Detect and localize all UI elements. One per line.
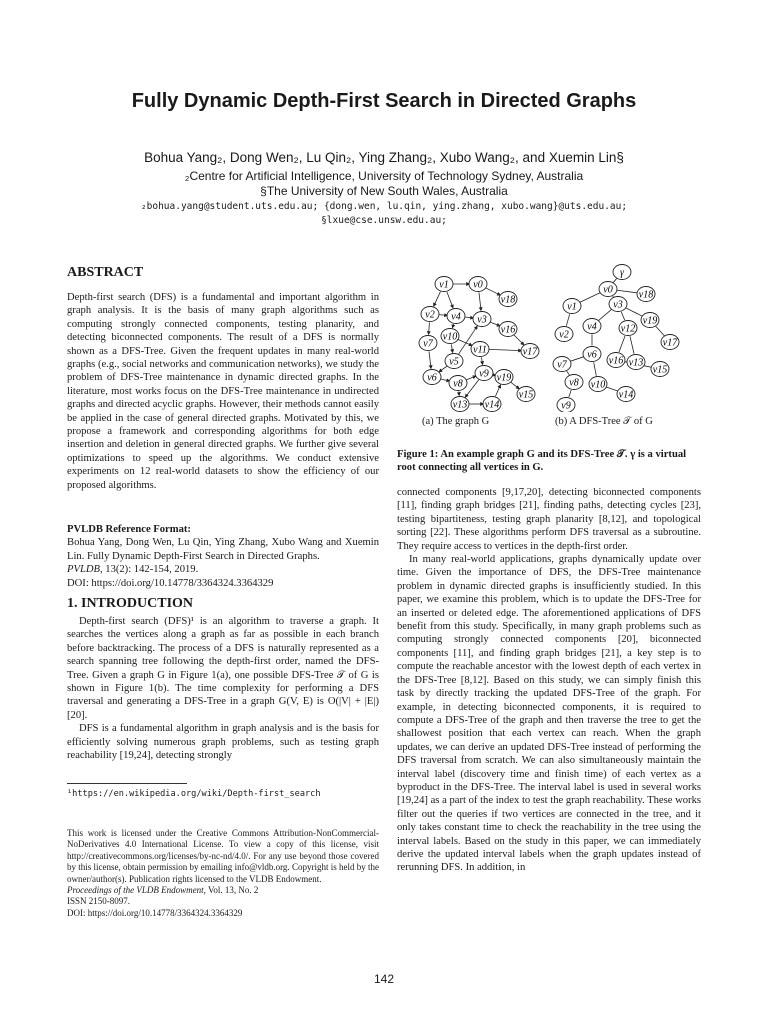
- graph-edge: [613, 279, 616, 283]
- graph-node-label: v12: [620, 323, 636, 335]
- graph-node-label: v1: [439, 279, 449, 291]
- reference-line-1: Bohua Yang, Dong Wen, Lu Qin, Ying Zhang, Xubo Wang and Xuemin Lin. Fully Dynamic Depth-First Search in Directed Graphs.: [67, 537, 379, 562]
- graph-node-label: v3: [613, 299, 623, 311]
- graph-node-label: v6: [587, 349, 597, 361]
- graph-node-label: v8: [569, 377, 579, 389]
- graph-node-label: v7: [557, 359, 567, 371]
- graph-edge: [438, 315, 447, 316]
- graph-edge: [429, 322, 430, 334]
- figure-1: [396, 262, 708, 432]
- graph-edge: [495, 385, 500, 396]
- graph-node-label: v7: [423, 338, 433, 350]
- introduction-heading: 1. INTRODUCTION: [67, 596, 194, 611]
- graph-edge: [466, 376, 476, 380]
- reference-venue: PVLDB: [67, 564, 100, 576]
- dfs-tree: [553, 265, 679, 413]
- graph-node-label: v14: [618, 389, 634, 401]
- affiliation-1: ₂Centre for Artificial Intelligence, University of Technology Sydney, Australia: [184, 169, 584, 183]
- graph-edge: [451, 344, 452, 352]
- license-doi: DOI: https://doi.org/10.14778/3364324.3364329: [67, 907, 243, 918]
- graph-node-label: v10: [590, 379, 606, 391]
- graph-edge: [621, 312, 624, 320]
- graph-node-label: v18: [500, 294, 516, 306]
- graph-node-label: v13: [628, 357, 644, 369]
- graph-edge: [594, 362, 597, 375]
- reference-format: [67, 523, 379, 590]
- graph-node-label: v10: [442, 331, 458, 343]
- reference-issue: , 13(2): 142-154, 2019.: [99, 564, 199, 576]
- graph-node-label: γ: [620, 267, 624, 279]
- introduction-body: [67, 615, 379, 762]
- graph-edge: [486, 288, 501, 295]
- graph-edge: [490, 322, 500, 326]
- reference-line-2: [67, 563, 379, 576]
- graph-edge: [429, 351, 431, 368]
- graph-edge: [598, 309, 611, 320]
- author-list: Bohua Yang₂, Dong Wen₂, Lu Qin₂, Ying Zhang₂, Xubo Wang₂, and Xuemin Lin§: [144, 150, 624, 165]
- graph-node-label: v19: [496, 372, 512, 384]
- reference-heading: PVLDB Reference Format:: [67, 524, 191, 535]
- graph-edge: [440, 379, 449, 381]
- graph-edge: [630, 336, 634, 353]
- license-block: [67, 828, 379, 919]
- figure-caption: Figure 1: An example graph G and its DFS-Tree 𝒯. γ is a virtual root connecting all vertices in G.: [397, 449, 687, 474]
- footnote-rule: [67, 783, 187, 784]
- graph-node-label: v19: [642, 315, 658, 327]
- graph-g: [419, 277, 539, 412]
- graph-edge: [511, 382, 520, 389]
- graph-node-label: v5: [449, 356, 459, 368]
- graph-edge: [567, 371, 570, 375]
- abstract-text: Depth-first search (DFS) is a fundamental and important algorithm in graph analysis. It is the basis of many graph algorithms such as computing strongly connected components, testing planarity, and detecting biconnected components. The result of a DFS is normally shown as a DFS-Tree. Given the frequent updates in many real-world graphs (e.g., social networks and communication networks), we study the problem of DFS-Tree maintenance in dynamic directed graphs. In the literature, most works focus on the DFS-Tree maintenance in undirected graphs and directed acyclic graphs. However, their methods cannot easily be applied in the case of general directed graphs. Motivated by this, we propose a framework and corresponding algorithms for both edge insertion and deletion in general directed graphs. We further give several optimizations to speed up the algorithms. We conduct extensive experiments on 12 real-world datasets to show the efficiency of our proposed algorithms.: [67, 292, 379, 491]
- proceedings-volume: Vol. 13, No. 2: [205, 885, 259, 896]
- license-text: This work is licensed under the Creative Commons Attribution-NonCommercial-NoDerivatives 4.0 International License. To view a copy of this license, visit http://creativecommons.org/licenses/by-nc-nd/4.0/. For any use beyond those covered by this license, obtain permission by emailing info@vldb.org. Copyright is held by the owner/author(s). Publication rights licensed to the VLDB Endowment.: [67, 828, 379, 884]
- graph-edge: [481, 357, 482, 364]
- graph-node-label: v2: [425, 309, 435, 321]
- graph-edge: [514, 335, 524, 345]
- abstract-body: [67, 291, 379, 492]
- email-line-1: ₂bohua.yang@student.uts.edu.au; {dong.wen, lu.qin, ying.zhang, xubo.wang}@uts.edu.au;: [140, 201, 628, 212]
- graph-node-label: v16: [500, 324, 516, 336]
- graph-node-label: v4: [587, 321, 597, 333]
- graph-node-label: v17: [522, 346, 538, 358]
- graph-node-label: v1: [567, 301, 577, 313]
- graph-node-label: v15: [652, 364, 668, 376]
- graph-edge: [569, 390, 571, 397]
- proceedings-name: Proceedings of the VLDB Endowment,: [67, 885, 206, 896]
- right-paragraph-2: In many real-world applications, graphs dynamically update over time. Given the importance of DFS, the DFS-Tree maintenance problem in dynamic directed graphs is insufficiently studied. In this paper, we examine this problem, which is to update the DFS-Tree for an inserted or deleted edge. The aforementioned applications of DFS benefit from this study. Specifically, in many graph problems such as computing strongly connected components [20], biconnected components [11], and finding graph bridges [21], a key step is to compute the reachable ancestor with the lowest depth of each vertex in the DFS-Tree [8,12]. Based on this study, we can simply finish this task by directly tracking the updated DFS-Tree of the graph. For example, in detecting biconnected components, it is required to compute a DFS-Tree of the graph and then traverse the tree to get the shallowest position that each vertex can reach. When the graph updates, we can derive an updated DFS-Tree instead of performing the DFS traversal from scratch. We can also simultaneously maintain the interval label (discovery time and finish time) of each vertex as a byproduct in the DFS-Tree. The interval label is used in several works [19,24] as a part of the index to test the graph reachability. These works filter out the queries if two vertices are connected in the tree, and it only takes constant time to check the reachability in the tree using the interval labels. Based on the study in this paper, we can immediately derive the updated interval labels when the graph updates instead of rerunning DFS. In addition, in: [397, 554, 701, 874]
- figure-1-graphics: [396, 262, 708, 412]
- graph-node-label: v0: [473, 279, 483, 291]
- graph-node-label: v9: [479, 368, 489, 380]
- paper-title: Fully Dynamic Depth-First Search in Directed Graphs: [131, 90, 637, 112]
- graph-edge: [452, 324, 453, 328]
- graph-node-label: v0: [603, 284, 613, 296]
- graph-edge: [566, 314, 569, 326]
- graph-edge: [434, 292, 441, 307]
- graph-edge: [464, 317, 473, 318]
- graph-edge: [479, 292, 481, 310]
- graph-node-label: v6: [427, 372, 437, 384]
- license-issn: ISSN 2150-8097.: [67, 896, 131, 907]
- graph-node-label: v4: [451, 311, 461, 323]
- email-line-2: §lxue@cse.unsw.edu.au;: [321, 215, 447, 226]
- graph-node-label: v14: [484, 399, 500, 411]
- figure-subcaption-a: (a) The graph G: [422, 416, 490, 427]
- graph-edge: [447, 292, 453, 308]
- graph-node-label: v8: [453, 378, 463, 390]
- graph-node-label: v18: [638, 289, 654, 301]
- figure-subcaption-b: (b) A DFS-Tree 𝒯 of G: [555, 416, 653, 427]
- graph-edge: [488, 349, 521, 350]
- page-number: 142: [373, 972, 395, 986]
- intro-paragraph-1: Depth-first search (DFS)¹ is an algorithm to traverse a graph. It searches the vertices along a graph as far as possible in each branch before backtracking. The process of a DFS is naturally represented as a search spanning tree following the depth-first order, named the DFS-Tree. Given a graph G in Figure 1(a), one possible DFS-Tree 𝒯 of G is shown in Figure 1(b). The time complexity for performing a DFS traversal and generating a DFS-Tree in a graph G(V, E) is O(|V| + |E|) [20].: [67, 616, 379, 721]
- graph-node-label: v13: [452, 399, 468, 411]
- graph-edge: [439, 366, 447, 372]
- graph-edge: [656, 326, 665, 335]
- graph-edge: [570, 357, 584, 362]
- reference-doi: DOI: https://doi.org/10.14778/3364324.3364329: [67, 577, 274, 589]
- license-proceedings: [67, 885, 379, 896]
- right-paragraph-1: connected components [9,17,20], detecting biconnected components [11], finding graph bridges [21], finding paths, detecting cycles [23], testing bipartiteness, testing graph planarity [8,12], and topological sorting [22]. These algorithms perform DFS traversal as a subroutine. They require access to vertices in the depth-first order.: [397, 487, 701, 552]
- abstract-heading: ABSTRACT: [67, 265, 144, 280]
- footnote: ¹https://en.wikipedia.org/wiki/Depth-first_search: [67, 789, 321, 799]
- graph-node-label: v15: [518, 389, 534, 401]
- right-column-body: [397, 486, 701, 875]
- graph-edge: [606, 387, 618, 391]
- graph-edge: [580, 293, 601, 303]
- graph-node-label: v17: [662, 337, 678, 349]
- graph-edge: [616, 290, 637, 293]
- affiliation-2: §The University of New South Wales, Australia: [260, 184, 508, 198]
- graph-node-label: v16: [608, 355, 624, 367]
- graph-node-label: v11: [473, 344, 487, 356]
- graph-edge: [613, 296, 614, 297]
- graph-edge: [626, 308, 643, 316]
- graph-node-label: v2: [559, 329, 569, 341]
- graph-node-label: v3: [477, 314, 487, 326]
- graph-node-label: v9: [561, 400, 571, 412]
- graph-edge: [619, 336, 625, 352]
- intro-paragraph-2: DFS is a fundamental algorithm in graph analysis and is the basis for efficiently solving numerous graph problems, such as testing graph reachability [19,24], detecting strongly: [67, 723, 379, 762]
